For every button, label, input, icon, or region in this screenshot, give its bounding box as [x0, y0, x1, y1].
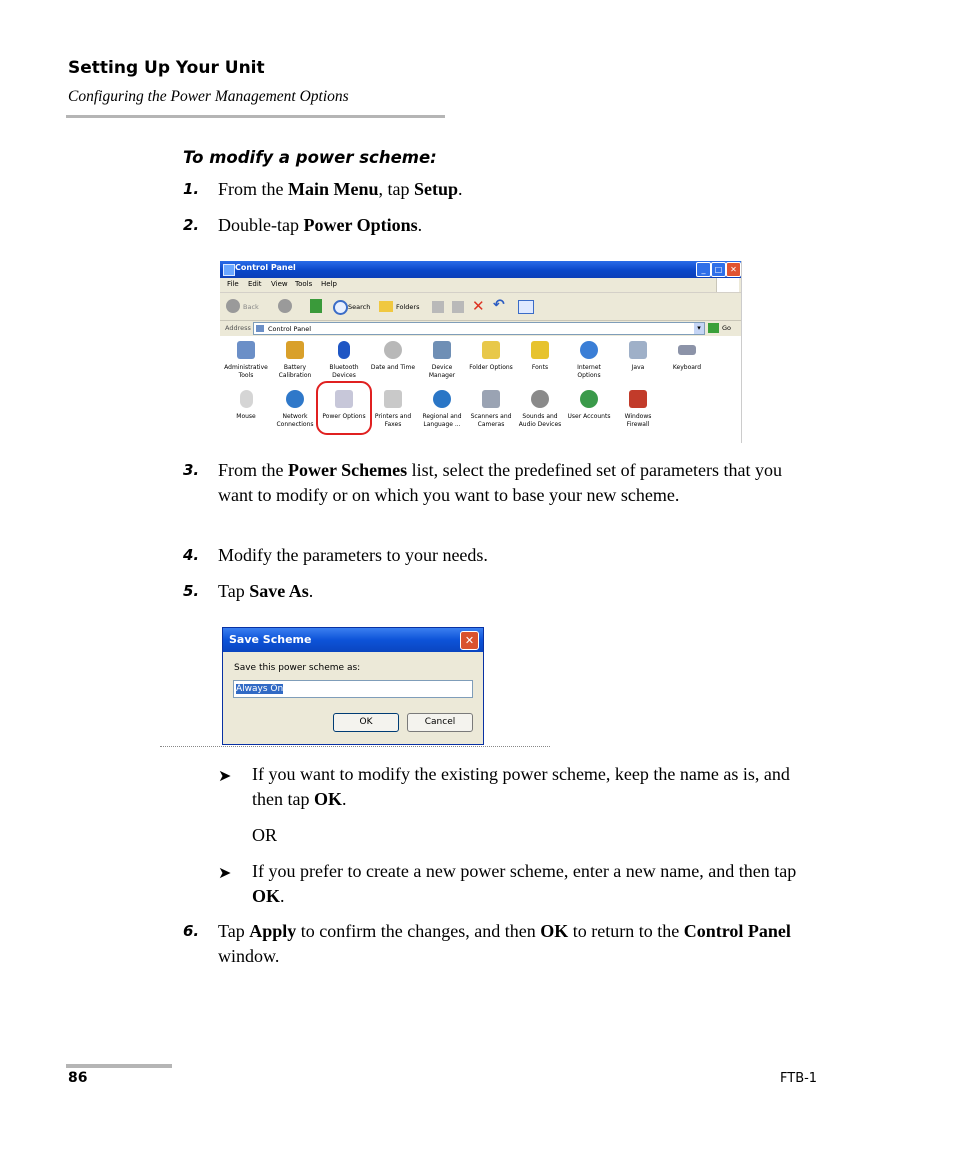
folders-icon[interactable]: [379, 301, 393, 312]
scanners-and-cameras-item[interactable]: Scanners and Cameras: [468, 387, 514, 429]
step-number: 1.: [183, 180, 200, 198]
close-icon[interactable]: ✕: [460, 631, 479, 650]
date-and-time-item[interactable]: Date and Time: [370, 338, 416, 372]
scanner-icon: [482, 390, 500, 408]
java-icon: [629, 341, 647, 359]
battery-calibration-item[interactable]: Battery Calibration: [272, 338, 318, 380]
step-text: Double-tap Power Options.: [218, 215, 423, 235]
device-manager-item[interactable]: Device Manager: [419, 338, 465, 380]
save-scheme-dialog: [222, 627, 484, 745]
java-item[interactable]: Java: [615, 338, 661, 372]
dialog-titlebar: [223, 628, 483, 652]
network-connections-item[interactable]: Network Connections: [272, 387, 318, 429]
back-label[interactable]: Back: [243, 303, 259, 311]
battery-calibration-icon: [286, 341, 304, 359]
header-rule: [66, 115, 445, 118]
firewall-icon: [629, 390, 647, 408]
folder-icon: [482, 341, 500, 359]
forward-icon[interactable]: [278, 299, 292, 313]
step-number: 3.: [183, 461, 200, 479]
divider: [160, 746, 550, 747]
menu-help[interactable]: Help: [321, 280, 337, 288]
scheme-name-input[interactable]: Always On: [233, 680, 473, 698]
user-accounts-item[interactable]: User Accounts: [566, 387, 612, 421]
printer-icon: [384, 390, 402, 408]
footer-rule: [66, 1064, 172, 1068]
administrative-tools-icon: [237, 341, 255, 359]
clock-icon: [384, 341, 402, 359]
toolbar: [220, 293, 741, 321]
folder-options-item[interactable]: Folder Options: [468, 338, 514, 372]
power-options-item[interactable]: Power Options: [321, 387, 367, 421]
cancel-button[interactable]: Cancel: [407, 713, 473, 732]
up-folder-icon[interactable]: [310, 299, 322, 313]
control-panel-window: [220, 261, 742, 443]
move-to-icon[interactable]: [432, 301, 444, 313]
menu-file[interactable]: File: [227, 280, 239, 288]
page-number: 86: [68, 1070, 88, 1086]
document-code: FTB-1: [780, 1071, 818, 1086]
chevron-down-icon[interactable]: ▾: [694, 323, 704, 334]
go-arrow-icon[interactable]: [708, 323, 719, 333]
fonts-item[interactable]: Fonts: [517, 338, 563, 372]
network-icon: [286, 390, 304, 408]
back-icon[interactable]: [226, 299, 240, 313]
speaker-icon: [531, 390, 549, 408]
menu-view[interactable]: View: [271, 280, 288, 288]
menu-edit[interactable]: Edit: [248, 280, 262, 288]
bluetooth-devices-item[interactable]: Bluetooth Devices: [321, 338, 367, 380]
step-text: Tap Apply to confirm the changes, and then OK to return to the Control Panel window.: [218, 921, 791, 966]
window-title: Control Panel: [235, 263, 296, 272]
undo-icon[interactable]: ↶: [493, 297, 505, 313]
folders-label[interactable]: Folders: [396, 303, 420, 311]
bullet-arrow-icon: ➤: [218, 768, 232, 785]
mouse-icon: [240, 390, 253, 408]
ok-button[interactable]: OK: [333, 713, 399, 732]
user-accounts-icon: [580, 390, 598, 408]
globe-icon: [433, 390, 451, 408]
step-number: 4.: [183, 546, 200, 564]
address-bar: [220, 321, 741, 337]
step-text: From the Main Menu, tap Setup.: [218, 179, 463, 199]
keyboard-icon: [678, 345, 696, 355]
bluetooth-icon: [338, 341, 350, 359]
windows-logo-icon: [716, 278, 739, 292]
fonts-icon: [531, 341, 549, 359]
windows-firewall-item[interactable]: Windows Firewall: [615, 387, 661, 429]
go-label[interactable]: Go: [722, 324, 732, 332]
control-panel-icon: [256, 325, 264, 332]
step-number: 2.: [183, 216, 200, 234]
power-options-highlight: [316, 381, 372, 435]
bullet-text: If you prefer to create a new power scheme, enter a new name, and then tap OK.: [252, 861, 797, 906]
step-text: Tap Save As.: [218, 581, 314, 601]
sounds-and-audio-item[interactable]: Sounds and Audio Devices: [517, 387, 563, 429]
section-subtitle: Configuring the Power Management Options: [68, 88, 349, 105]
step-number: 5.: [183, 582, 200, 600]
printers-and-faxes-item[interactable]: Printers and Faxes: [370, 387, 416, 429]
menu-bar: [220, 278, 741, 293]
control-panel-titlebar: [220, 261, 741, 278]
mouse-item[interactable]: Mouse: [223, 387, 269, 421]
views-icon[interactable]: [518, 300, 534, 314]
bullet-arrow-icon: ➤: [218, 865, 232, 882]
address-label: Address: [225, 324, 251, 332]
scheme-name-label: Save this power scheme as:: [234, 663, 361, 673]
procedure-title: To modify a power scheme:: [183, 148, 437, 167]
maximize-button[interactable]: □: [711, 262, 726, 277]
menu-tools[interactable]: Tools: [295, 280, 313, 288]
copy-to-icon[interactable]: [452, 301, 464, 313]
internet-options-item[interactable]: Internet Options: [566, 338, 612, 380]
administrative-tools-item[interactable]: Administrative Tools: [223, 338, 269, 380]
dialog-title: Save Scheme: [229, 633, 312, 646]
search-label[interactable]: Search: [348, 303, 371, 311]
control-panel-icon: [223, 264, 235, 276]
close-button[interactable]: ✕: [726, 262, 741, 277]
address-input[interactable]: Control Panel ▾: [253, 322, 705, 335]
globe-icon: [580, 341, 598, 359]
control-panel-items: [220, 336, 741, 443]
section-title: Setting Up Your Unit: [68, 58, 265, 78]
step-text: From the Power Schemes list, select the predefined set of parameters that you want to modify or on which you want to base your new scheme.: [218, 460, 783, 505]
bullet-text: If you want to modify the existing power scheme, keep the name as is, and then tap OK.: [252, 764, 790, 809]
step-text: Modify the parameters to your needs.: [218, 545, 488, 565]
search-icon[interactable]: [333, 300, 348, 315]
delete-icon[interactable]: ✕: [472, 297, 485, 315]
or-text: OR: [252, 825, 278, 845]
step-number: 6.: [183, 922, 200, 940]
regional-and-language-item[interactable]: Regional and Language ...: [419, 387, 465, 429]
keyboard-item[interactable]: Keyboard: [664, 338, 710, 372]
minimize-button[interactable]: _: [696, 262, 711, 277]
device-manager-icon: [433, 341, 451, 359]
